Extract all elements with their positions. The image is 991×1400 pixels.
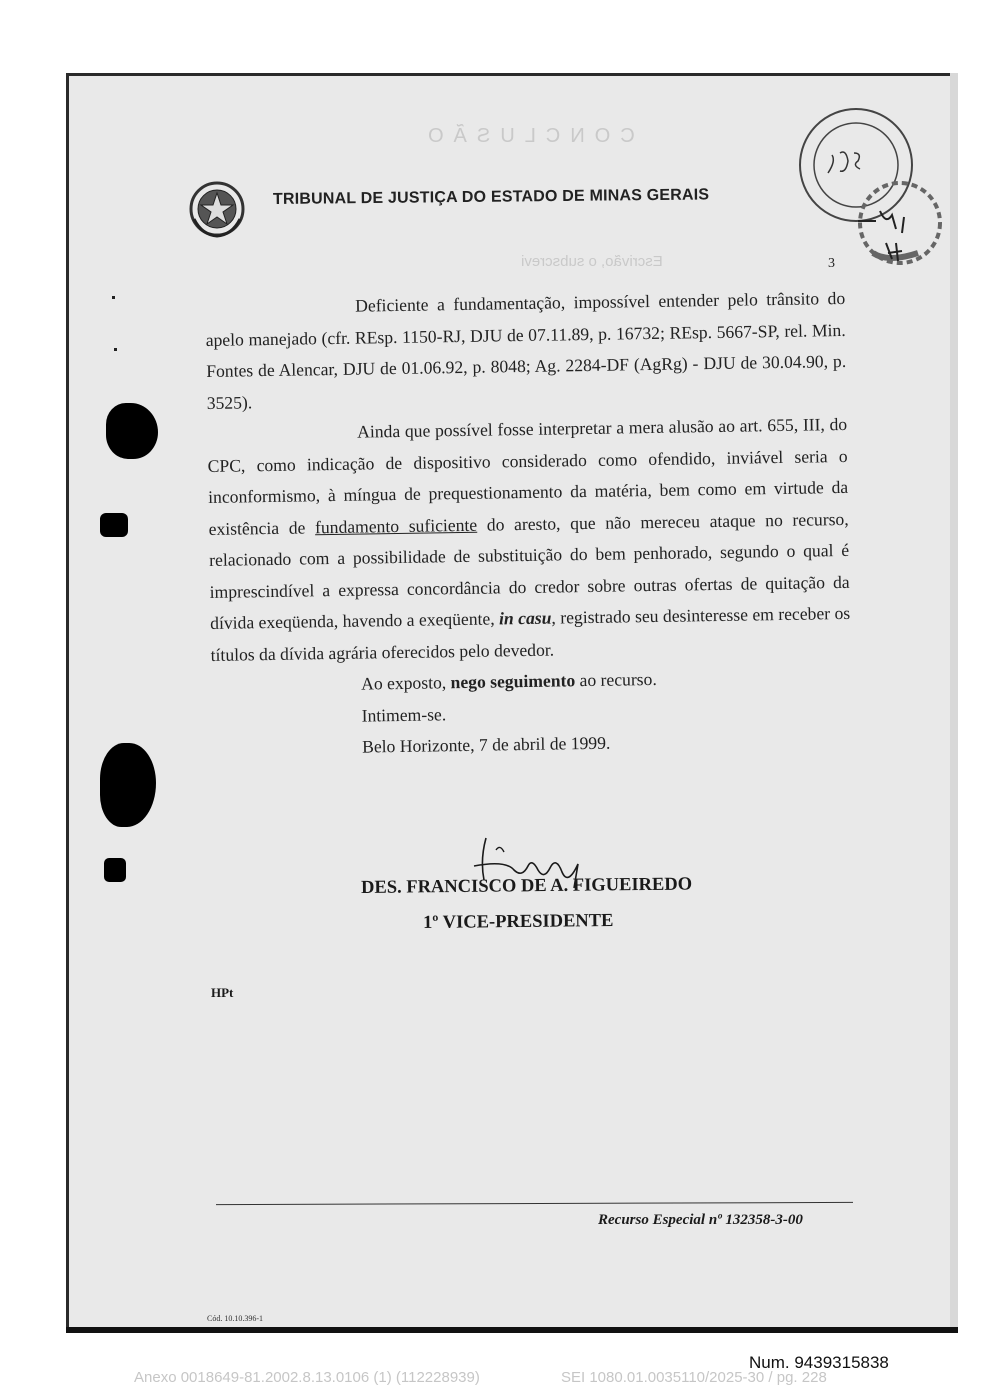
show-through-heading: CONCLUSÃO (418, 125, 635, 147)
paragraph-2-part-a: Ainda que possível fosse interpretar a mera alusão ao art. 655, III, do CPC, como indicação de dispositivo considerado como ofendido, inviável seria o inconformismo, à míngua de prequestionamento da matéria, bem como em virtude da existência de (207, 413, 849, 539)
speck (112, 296, 115, 299)
typist-initials: HPt (211, 985, 234, 1000)
underlined-phrase: fundamento suficiente (314, 514, 478, 537)
punch-hole (100, 743, 156, 827)
case-reference: Recurso Especial nº 132358-3-00 (598, 1212, 803, 1228)
scanned-page (66, 73, 958, 1333)
scan-border-top (66, 73, 958, 76)
footer-rule (216, 1202, 853, 1205)
state-coat-of-arms-icon (188, 179, 246, 239)
court-name: TRIBUNAL DE JUSTIÇA DO ESTADO DE MINAS GERAIS (272, 186, 710, 208)
page-number: 3 (828, 256, 835, 271)
decision-body (205, 283, 852, 765)
latin-phrase: in casu (498, 607, 552, 629)
intimation-line: Intimem-se. (361, 703, 447, 726)
sei-footer (134, 1369, 827, 1386)
court-seal-stamp-icon (788, 103, 948, 273)
paragraph-1: Deficiente a fundamentação, impossível entender pelo trânsito do apelo manejado (cfr. REsp. 1150-RJ, DJU de 07.11.89, p. 16732; REsp. 5667-SP, rel. Min. Fontes de Alencar, DJU de 01.06.92, p. 8048; Ag. 2284-DF (AgRg) - DJU de 30.04.90, p. 3525). (205, 287, 847, 413)
scan-border-right (950, 73, 958, 1333)
speck (114, 348, 117, 351)
document-number: Num. 9439315838 (749, 1353, 889, 1372)
paragraph-2 (207, 409, 851, 671)
show-through-line: Escrivão, o subscrevi (521, 253, 663, 270)
ruling-part-a: Ao exposto, (360, 672, 451, 694)
scan-border-left (66, 73, 69, 1333)
paragraph-2-part-c: , registrado seu desinteresse em receber os títulos da dívida agrária oferecidos pelo devedor. (210, 602, 851, 665)
signatory-name: DES. FRANCISCO DE A. FIGUEIREDO (361, 874, 693, 898)
ruling-bold: nego seguimento (450, 670, 576, 693)
annex-reference: Anexo 0018649-81.2002.8.13.0106 (1) (112228939) (134, 1369, 480, 1386)
signatory-role: 1º VICE-PRESIDENTE (423, 911, 614, 933)
sei-process-reference: SEI 1080.01.0035110/2025-30 / pg. 228 (561, 1369, 827, 1386)
punch-hole (104, 858, 126, 882)
ruling-part-b: ao recurso. (575, 668, 657, 691)
date-line: Belo Horizonte, 7 de abril de 1999. (361, 732, 611, 757)
punch-hole (100, 513, 128, 537)
scan-border-bottom (66, 1327, 958, 1333)
form-code: Cód. 10.10.396-1 (207, 1314, 263, 1323)
paragraph-2-part-b: do aresto, que não mereceu ataque no recurso, relacionado com a possibilidade de substituição do bem penhorado, segundo o qual é imprescindível a expressa concordância do credor sobre outras ofertas de quitação da dívida exeqüenda, havendo a exeqüente, (209, 508, 850, 633)
punch-hole (106, 403, 158, 459)
